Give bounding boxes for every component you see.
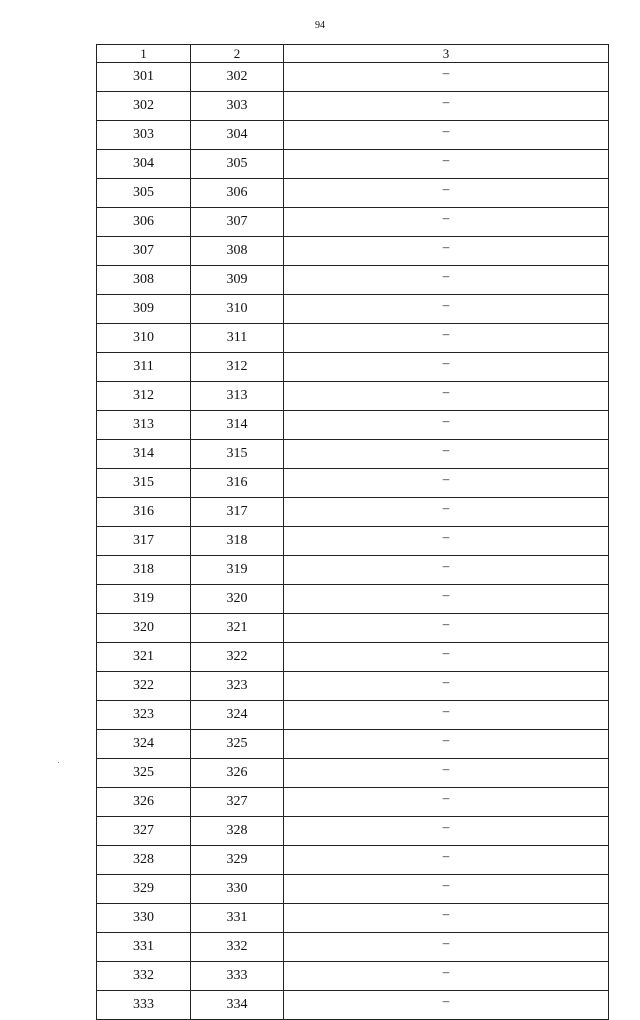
table-cell-col-1: 305 (97, 179, 191, 208)
table-cell-col-3: – (284, 179, 609, 208)
table-row (97, 498, 609, 527)
table-cell-col-3: – (284, 672, 609, 701)
table-cell-col-3: – (284, 469, 609, 498)
table-cell-col-2: 310 (191, 295, 284, 324)
table-cell-col-2: 320 (191, 585, 284, 614)
table-cell-col-1: 328 (97, 846, 191, 875)
table-cell-col-2: 309 (191, 266, 284, 295)
table-cell-col-2: 303 (191, 92, 284, 121)
table-row (97, 266, 609, 295)
header-row (97, 45, 609, 63)
scan-speck (58, 762, 59, 763)
table-cell-col-3: – (284, 498, 609, 527)
table-cell-col-1: 308 (97, 266, 191, 295)
table-cell-col-2: 313 (191, 382, 284, 411)
table-cell-col-1: 332 (97, 962, 191, 991)
table-cell-col-2: 321 (191, 614, 284, 643)
table-row (97, 150, 609, 179)
table-cell-col-3: – (284, 933, 609, 962)
table-row (97, 121, 609, 150)
table-cell-col-2: 334 (191, 991, 284, 1020)
table-cell-col-1: 315 (97, 469, 191, 498)
table-cell-col-1: 304 (97, 150, 191, 179)
table-cell-col-1: 333 (97, 991, 191, 1020)
table-cell-col-3: – (284, 556, 609, 585)
table-row (97, 614, 609, 643)
table-cell-col-1: 317 (97, 527, 191, 556)
table-cell-col-3: – (284, 614, 609, 643)
table-cell-col-3: – (284, 904, 609, 933)
table-row (97, 440, 609, 469)
table-cell-col-1: 323 (97, 701, 191, 730)
table-cell-col-3: – (284, 817, 609, 846)
page-number: 94 (315, 20, 325, 31)
column-header-3: 3 (284, 45, 609, 63)
table-body (97, 63, 609, 1020)
table-cell-col-1: 316 (97, 498, 191, 527)
table-row (97, 991, 609, 1020)
table-cell-col-2: 305 (191, 150, 284, 179)
table-row (97, 179, 609, 208)
table-cell-col-1: 314 (97, 440, 191, 469)
table-cell-col-1: 313 (97, 411, 191, 440)
table-cell-col-1: 306 (97, 208, 191, 237)
table-cell-col-2: 322 (191, 643, 284, 672)
table-cell-col-3: – (284, 991, 609, 1020)
table-cell-col-2: 314 (191, 411, 284, 440)
table-row (97, 585, 609, 614)
table-cell-col-2: 325 (191, 730, 284, 759)
table-row (97, 382, 609, 411)
table-cell-col-1: 312 (97, 382, 191, 411)
table-cell-col-3: – (284, 643, 609, 672)
table-cell-col-2: 311 (191, 324, 284, 353)
table-cell-col-1: 309 (97, 295, 191, 324)
table-cell-col-1: 325 (97, 759, 191, 788)
table-cell-col-1: 329 (97, 875, 191, 904)
table-row (97, 469, 609, 498)
table-row (97, 237, 609, 266)
table-cell-col-2: 327 (191, 788, 284, 817)
table-row (97, 92, 609, 121)
table-cell-col-3: – (284, 875, 609, 904)
table-row (97, 846, 609, 875)
table-cell-col-3: – (284, 585, 609, 614)
table-row (97, 672, 609, 701)
table-cell-col-2: 315 (191, 440, 284, 469)
table-cell-col-1: 322 (97, 672, 191, 701)
table-cell-col-2: 318 (191, 527, 284, 556)
table-cell-col-3: – (284, 63, 609, 92)
table-row (97, 324, 609, 353)
table-row (97, 788, 609, 817)
table-row (97, 701, 609, 730)
table-cell-col-1: 318 (97, 556, 191, 585)
table-row (97, 962, 609, 991)
table-row (97, 933, 609, 962)
table-cell-col-3: – (284, 266, 609, 295)
table-cell-col-3: – (284, 730, 609, 759)
table-cell-col-3: – (284, 411, 609, 440)
table-cell-col-1: 330 (97, 904, 191, 933)
table-cell-col-2: 308 (191, 237, 284, 266)
table-row (97, 63, 609, 92)
table-cell-col-1: 307 (97, 237, 191, 266)
table-cell-col-3: – (284, 92, 609, 121)
table-cell-col-1: 326 (97, 788, 191, 817)
table-row (97, 411, 609, 440)
table-cell-col-1: 301 (97, 63, 191, 92)
table-cell-col-3: – (284, 759, 609, 788)
table-cell-col-2: 329 (191, 846, 284, 875)
table-cell-col-3: – (284, 440, 609, 469)
table-cell-col-3: – (284, 150, 609, 179)
table-cell-col-1: 303 (97, 121, 191, 150)
table-cell-col-1: 302 (97, 92, 191, 121)
data-table (96, 44, 609, 1020)
table-cell-col-3: – (284, 846, 609, 875)
table-cell-col-1: 331 (97, 933, 191, 962)
table-row (97, 875, 609, 904)
table-cell-col-2: 304 (191, 121, 284, 150)
table-row (97, 817, 609, 846)
table-cell-col-3: – (284, 237, 609, 266)
table-cell-col-1: 311 (97, 353, 191, 382)
table-cell-col-3: – (284, 353, 609, 382)
table-row (97, 208, 609, 237)
table-cell-col-2: 323 (191, 672, 284, 701)
table-header (97, 45, 609, 63)
table-cell-col-3: – (284, 788, 609, 817)
table-cell-col-1: 324 (97, 730, 191, 759)
table-row (97, 643, 609, 672)
table-cell-col-3: – (284, 208, 609, 237)
table-cell-col-3: – (284, 701, 609, 730)
table-cell-col-2: 326 (191, 759, 284, 788)
table-cell-col-1: 327 (97, 817, 191, 846)
table-cell-col-2: 316 (191, 469, 284, 498)
table-cell-col-2: 328 (191, 817, 284, 846)
table-cell-col-2: 331 (191, 904, 284, 933)
table-row (97, 730, 609, 759)
table-cell-col-1: 321 (97, 643, 191, 672)
table-cell-col-2: 306 (191, 179, 284, 208)
table-row (97, 353, 609, 382)
table-cell-col-2: 307 (191, 208, 284, 237)
table-cell-col-2: 317 (191, 498, 284, 527)
table-cell-col-3: – (284, 527, 609, 556)
table-cell-col-1: 310 (97, 324, 191, 353)
table-cell-col-1: 320 (97, 614, 191, 643)
table-row (97, 904, 609, 933)
column-header-1: 1 (97, 45, 191, 63)
table-cell-col-2: 330 (191, 875, 284, 904)
table-cell-col-2: 312 (191, 353, 284, 382)
table-cell-col-1: 319 (97, 585, 191, 614)
table-cell-col-2: 332 (191, 933, 284, 962)
table-cell-col-2: 324 (191, 701, 284, 730)
table-row (97, 759, 609, 788)
table-cell-col-3: – (284, 962, 609, 991)
table-cell-col-2: 302 (191, 63, 284, 92)
table-cell-col-3: – (284, 121, 609, 150)
table-cell-col-3: – (284, 382, 609, 411)
table-cell-col-2: 333 (191, 962, 284, 991)
table-cell-col-2: 319 (191, 556, 284, 585)
table-cell-col-3: – (284, 295, 609, 324)
table-row (97, 527, 609, 556)
table-row (97, 556, 609, 585)
table-row (97, 295, 609, 324)
column-header-2: 2 (191, 45, 284, 63)
table-cell-col-3: – (284, 324, 609, 353)
